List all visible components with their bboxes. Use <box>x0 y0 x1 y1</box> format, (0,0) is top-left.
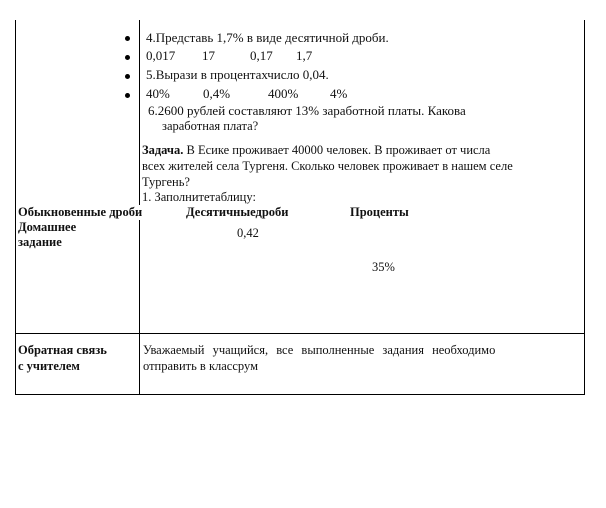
bullet-icon <box>125 93 130 98</box>
header-percents: Проценты <box>350 205 409 219</box>
feedback-label-line-1: Обратная связь <box>18 343 107 357</box>
problem-text: В Есике проживает 40000 человек. В проживает от числа <box>186 143 491 157</box>
percent-value: 35% <box>372 260 395 274</box>
bullet-icon <box>125 36 130 41</box>
task-4-option-b: 17 <box>202 48 215 63</box>
table-right-border <box>584 20 585 395</box>
header-decimal-fractions: Десятичныедроби <box>186 205 289 219</box>
homework-label-line-1: Домашнее <box>18 220 77 234</box>
table-bottom-border <box>15 394 585 395</box>
feedback-text-line-2: отправить в классрум <box>143 359 258 373</box>
homework-label-line-2: задание <box>18 235 62 249</box>
header-common-fractions: Обыкновенные дроби <box>18 205 143 219</box>
feedback-text-line-1: Уважаемый учащийся, все выполненные задания необходимо <box>143 343 496 357</box>
task-6-line-2: заработная плата? <box>162 119 259 133</box>
table-left-border <box>15 20 16 395</box>
bullet-icon <box>125 55 130 60</box>
problem-line-2: всех жителей села Тургеня. Сколько человек проживает в нашем селе <box>142 159 513 173</box>
decimal-value: 0,42 <box>237 226 259 240</box>
task-5-option-c: 400% <box>268 86 299 101</box>
task-4: 4.Представь 1,7% в виде десятичной дроби. <box>146 30 389 45</box>
fill-table-instruction: 1. Заполнитетаблицу: <box>142 190 256 204</box>
task-5-option-a: 40% <box>146 86 170 101</box>
feedback-label-line-2: с учителем <box>18 359 80 373</box>
feedback-row-top-border <box>15 333 585 334</box>
task-5-option-b: 0,4% <box>203 86 231 101</box>
problem-line-1 <box>142 143 490 158</box>
task-4-option-a: 0,017 <box>146 48 176 63</box>
task-5: 5.Вырази в процентахчисло 0,04. <box>146 67 329 82</box>
task-4-option-d: 1,7 <box>296 48 313 63</box>
task-4-option-c: 0,17 <box>250 48 273 63</box>
problem-line-3: Тургень? <box>142 175 190 189</box>
task-5-option-d: 4% <box>330 86 348 101</box>
problem-label: Задача. <box>142 143 184 157</box>
bullet-icon <box>125 74 130 79</box>
task-6-line-1: 6.2600 рублей составляют 13% заработной платы. Какова <box>148 103 466 118</box>
